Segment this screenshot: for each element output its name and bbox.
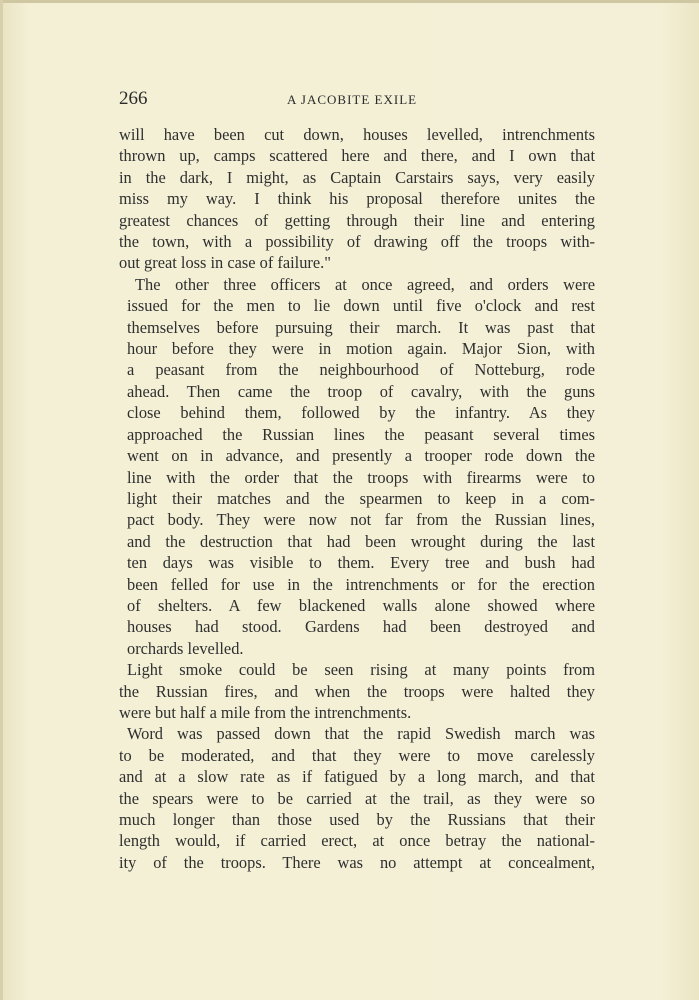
text-line: a peasant from the neighbourhood of Notteburg, rode [127,360,595,380]
running-head: A JACOBITE EXILE [287,92,418,107]
page-top-edge [0,0,699,3]
page-header [119,88,595,110]
paragraph [119,723,595,873]
text-line: houses had stood. Gardens had been destroyed and [127,617,595,637]
text-line: been felled for use in the intrenchments or for the erection [127,574,595,594]
text-line: pact body. They were now not far from the Russian lines, [127,510,595,530]
page-number: 266 [119,88,148,109]
text-line: out great loss in case of failure." [119,253,331,273]
text-line: close behind them, followed by the infantry. As they [127,403,595,423]
text-line: Light smoke could be seen rising at many points from [127,660,595,680]
text-line: Word was passed down that the rapid Swedish march was [127,724,595,744]
text-line: line with the order that the troops with firearms were to [127,467,595,487]
text-line: the spears were to be carried at the trail, as they were so [119,788,595,808]
text-line: of shelters. A few blackened walls alone showed where [127,595,595,615]
text-line: light their matches and the spearmen to keep in a com- [127,488,595,508]
text-line: approached the Russian lines the peasant several times [127,424,595,444]
text-line: issued for the men to lie down until five o'clock and rest [127,296,595,316]
text-line: were but half a mile from the intrenchments. [119,702,412,722]
text-line: ity of the troops. There was no attempt at concealment, [119,852,595,872]
text-line: thrown up, camps scattered here and there, and I own that [119,146,595,166]
body-text [119,124,595,873]
text-line: much longer than those used by the Russians that their [119,810,595,829]
paragraph [119,124,595,274]
text-line: hour before they were in motion again. Major Sion, with [127,339,595,359]
text-line: the town, with a possibility of drawing off the troops with- [119,232,595,252]
text-line: ten days was visible to them. Every tree and bush had [127,553,595,573]
text-line: went on in advance, and presently a trooper rode down the [127,446,595,466]
text-line: miss my way. I think his proposal therefore unites the [119,189,595,209]
text-line: length would, if carried erect, at once betray the national- [119,831,595,851]
text-line: will have been cut down, houses levelled, intrenchments [119,125,595,144]
text-line: and the destruction that had been wrought during the last [127,531,595,551]
page-left-edge [0,0,3,1000]
text-line: greatest chances of getting through their line and entering [119,210,595,230]
text-line: to be moderated, and that they were to move carelessly [119,745,595,765]
text-line: ahead. Then came the troop of cavalry, with the guns [127,381,595,401]
text-line: orchards levelled. [127,638,244,658]
text-line: The other three officers at once agreed, and orders were [135,274,595,294]
text-line: in the dark, I might, as Captain Carstairs says, very easily [119,167,595,187]
paragraph [119,274,595,659]
text-line: and at a slow rate as if fatigued by a long march, and that [119,767,595,787]
paragraph [119,659,595,723]
text-line: themselves before pursuing their march. It was past that [127,317,595,337]
text-line: the Russian fires, and when the troops were halted they [119,681,595,701]
